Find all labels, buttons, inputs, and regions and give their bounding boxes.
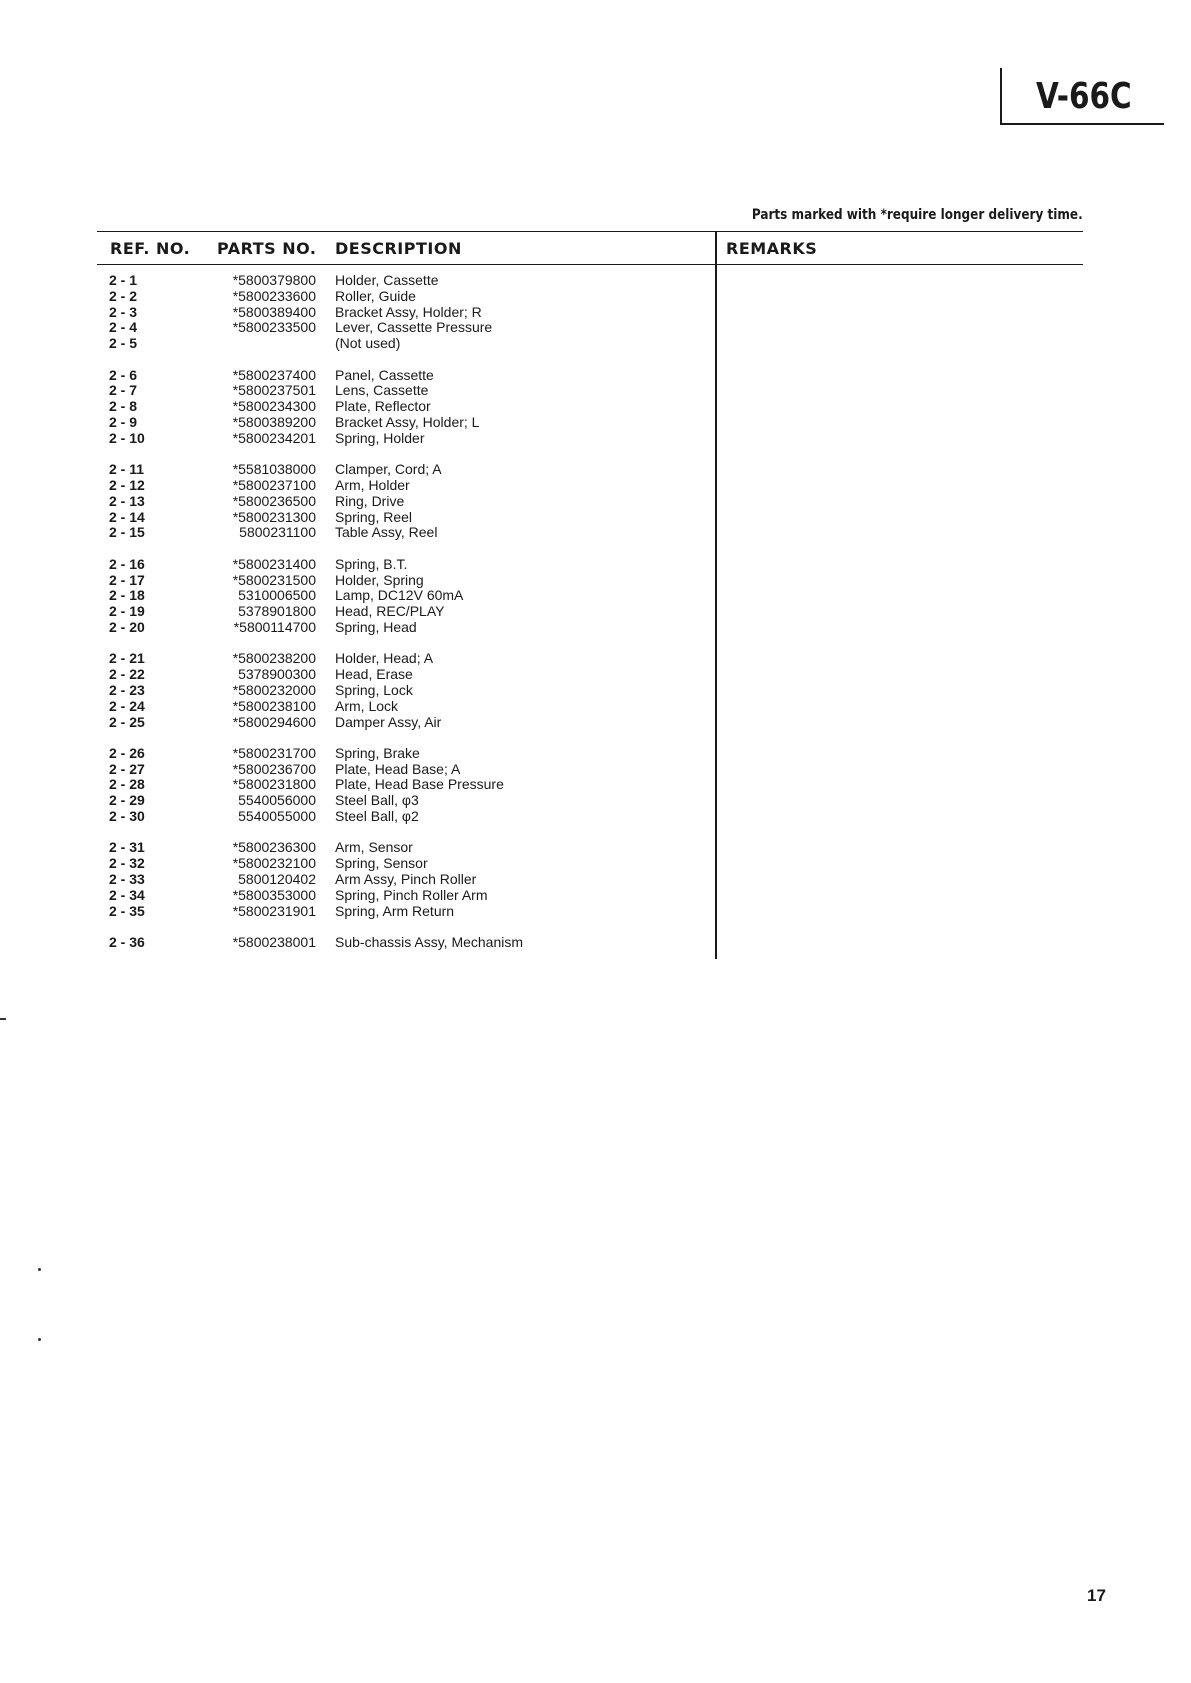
description-cell: Steel Ball, φ3 [335,792,419,809]
ref-no-cell: 2 - 33 [109,871,145,888]
parts-no-cell: *5800231500 [232,571,316,588]
table-header-rule [97,264,1083,265]
parts-no-cell: *5800238001 [232,934,316,951]
ref-no-cell: 2 - 34 [109,886,145,903]
ref-no-cell: 2 - 29 [109,792,145,809]
table-row [0,305,715,321]
description-cell: Spring, Brake [335,744,420,761]
table-row [0,368,715,384]
ref-no-cell: 2 - 6 [109,366,138,383]
table-row [0,872,715,888]
description-cell: Ring, Drive [335,492,405,509]
description-cell: Damper Assy, Air [335,713,442,730]
parts-no-cell: *5800233600 [232,287,316,304]
parts-no-cell: *5800294600 [232,713,316,730]
ref-no-cell: 2 - 9 [109,413,138,430]
ref-no-cell: 2 - 20 [109,618,145,635]
ref-no-cell: 2 - 5 [109,335,138,352]
description-cell: Lamp, DC12V 60mA [335,587,464,604]
ref-no-cell: 2 - 24 [109,697,145,714]
description-cell: Head, Erase [335,666,413,683]
parts-no-cell: *5800234201 [232,429,316,446]
ref-no-cell: 2 - 17 [109,571,145,588]
table-row [0,525,715,541]
parts-group [0,462,715,541]
ref-no-cell: 2 - 31 [109,839,145,856]
table-row [0,478,715,494]
scan-speck [38,1338,41,1341]
column-header-description: DESCRIPTION [335,239,462,258]
table-row [0,273,715,289]
parts-no-cell: *5800233500 [232,319,316,336]
ref-no-cell: 2 - 32 [109,855,145,872]
ref-no-cell: 2 - 14 [109,508,145,525]
parts-no-cell: *5800234300 [232,398,316,415]
parts-no-cell: *5800236700 [232,760,316,777]
description-cell: Table Assy, Reel [335,524,438,541]
table-row [0,715,715,731]
parts-group [0,746,715,825]
table-row [0,383,715,399]
table-row [0,336,715,352]
table-row [0,888,715,904]
scan-speck [0,1018,6,1020]
table-row [0,399,715,415]
ref-no-cell: 2 - 12 [109,476,145,493]
column-header-parts-no: PARTS NO. [217,239,317,258]
description-cell: Bracket Assy, Holder; L [335,413,480,430]
table-row [0,793,715,809]
parts-group [0,935,715,951]
parts-no-cell: *5800238100 [232,697,316,714]
table-row [0,904,715,920]
table-row [0,856,715,872]
parts-no-cell: 5800231100 [239,524,316,541]
description-cell: Lever, Cassette Pressure [335,319,493,336]
description-cell: Holder, Head; A [335,650,434,667]
ref-no-cell: 2 - 4 [109,319,138,336]
table-row [0,573,715,589]
ref-no-cell: 2 - 27 [109,760,145,777]
description-cell: Spring, Lock [335,681,413,698]
table-row [0,809,715,825]
description-cell: Spring, Sensor [335,855,428,872]
description-cell: Spring, Pinch Roller Arm [335,886,488,903]
parts-no-cell: *5800236300 [232,839,316,856]
table-row [0,620,715,636]
table-row [0,431,715,447]
description-cell: Plate, Reflector [335,398,431,415]
table-row [0,683,715,699]
table-row [0,289,715,305]
ref-no-cell: 2 - 2 [109,287,138,304]
ref-no-cell: 2 - 15 [109,524,145,541]
parts-no-cell: 5540056000 [238,792,316,809]
parts-no-cell: *5800236500 [232,492,316,509]
ref-no-cell: 2 - 25 [109,713,145,730]
ref-no-cell: 2 - 10 [109,429,145,446]
table-row [0,510,715,526]
description-cell: Holder, Cassette [335,272,439,288]
ref-no-cell: 2 - 23 [109,681,145,698]
remarks-column-divider [715,231,717,959]
page-number: 17 [1087,1586,1106,1605]
parts-no-cell: *5800114700 [233,618,316,635]
parts-no-cell: *5800389200 [232,413,316,430]
parts-group [0,840,715,919]
ref-no-cell: 2 - 21 [109,650,145,667]
parts-list [0,273,715,966]
description-cell: Lens, Cassette [335,382,429,399]
description-cell: Steel Ball, φ2 [335,808,419,825]
description-cell: Spring, Reel [335,508,413,525]
description-cell: Spring, Arm Return [335,902,455,919]
delivery-notice: Parts marked with *require longer delivery time. [752,207,1083,223]
ref-no-cell: 2 - 28 [109,776,145,793]
table-row [0,415,715,431]
parts-no-cell: *5581038000 [232,461,316,478]
table-row [0,777,715,793]
parts-no-cell: *5800237100 [232,476,316,493]
table-row [0,651,715,667]
column-header-remarks: REMARKS [726,239,818,258]
description-cell: Arm Assy, Pinch Roller [335,871,477,888]
parts-group [0,273,715,352]
ref-no-cell: 2 - 7 [109,382,138,399]
parts-no-cell: *5800237400 [232,366,316,383]
ref-no-cell: 2 - 16 [109,555,145,572]
parts-no-cell: 5378901800 [238,603,316,620]
parts-group [0,368,715,447]
parts-no-cell: 5800120402 [238,871,316,888]
description-cell: Sub-chassis Assy, Mechanism [335,934,524,951]
parts-no-cell: *5800379800 [232,272,316,288]
description-cell: Plate, Head Base; A [335,760,461,777]
description-cell: Plate, Head Base Pressure [335,776,504,793]
table-row [0,762,715,778]
parts-no-cell: 5310006500 [238,587,316,604]
table-row [0,588,715,604]
parts-no-cell: *5800232100 [232,855,316,872]
table-row [0,320,715,336]
description-cell: Arm, Sensor [335,839,413,856]
parts-no-cell: *5800231400 [232,555,316,572]
ref-no-cell: 2 - 1 [109,272,138,288]
scan-speck [38,1268,41,1271]
column-header-ref-no: REF. NO. [110,239,191,258]
description-cell: Spring, Head [335,618,417,635]
parts-no-cell: *5800232000 [232,681,316,698]
ref-no-cell: 2 - 22 [109,666,145,683]
parts-no-cell: *5800389400 [232,303,316,320]
description-cell: Roller, Guide [335,287,416,304]
table-row [0,557,715,573]
description-cell: Arm, Holder [335,476,410,493]
parts-no-cell: *5800353000 [232,886,316,903]
ref-no-cell: 2 - 30 [109,808,145,825]
parts-no-cell: *5800231800 [232,776,316,793]
table-row [0,667,715,683]
parts-no-cell: *5800231901 [232,902,316,919]
description-cell: Spring, B.T. [335,555,408,572]
description-cell: Clamper, Cord; A [335,461,442,478]
description-cell: (Not used) [335,335,401,352]
description-cell: Bracket Assy, Holder; R [335,303,482,320]
table-row [0,840,715,856]
parts-no-cell: *5800237501 [232,382,316,399]
table-row [0,699,715,715]
ref-no-cell: 2 - 3 [109,303,138,320]
parts-group [0,557,715,636]
table-row [0,462,715,478]
parts-no-cell: *5800231700 [232,744,316,761]
description-cell: Arm, Lock [335,697,399,714]
ref-no-cell: 2 - 19 [109,603,145,620]
ref-no-cell: 2 - 36 [109,934,145,951]
description-cell: Spring, Holder [335,429,425,446]
table-row [0,494,715,510]
description-cell: Holder, Spring [335,571,424,588]
parts-no-cell: 5540055000 [238,808,316,825]
table-row [0,604,715,620]
parts-no-cell: *5800231300 [232,508,316,525]
parts-group [0,651,715,730]
ref-no-cell: 2 - 35 [109,902,145,919]
description-cell: Panel, Cassette [335,366,434,383]
table-row [0,746,715,762]
ref-no-cell: 2 - 26 [109,744,145,761]
table-top-rule [97,231,1083,232]
description-cell: Head, REC/PLAY [335,603,445,620]
ref-no-cell: 2 - 8 [109,398,138,415]
model-title: V-66C [1036,76,1132,117]
parts-no-cell: 5378900300 [238,666,316,683]
ref-no-cell: 2 - 11 [109,461,145,478]
ref-no-cell: 2 - 18 [109,587,145,604]
parts-no-cell: *5800238200 [232,650,316,667]
ref-no-cell: 2 - 13 [109,492,145,509]
table-row [0,935,715,951]
